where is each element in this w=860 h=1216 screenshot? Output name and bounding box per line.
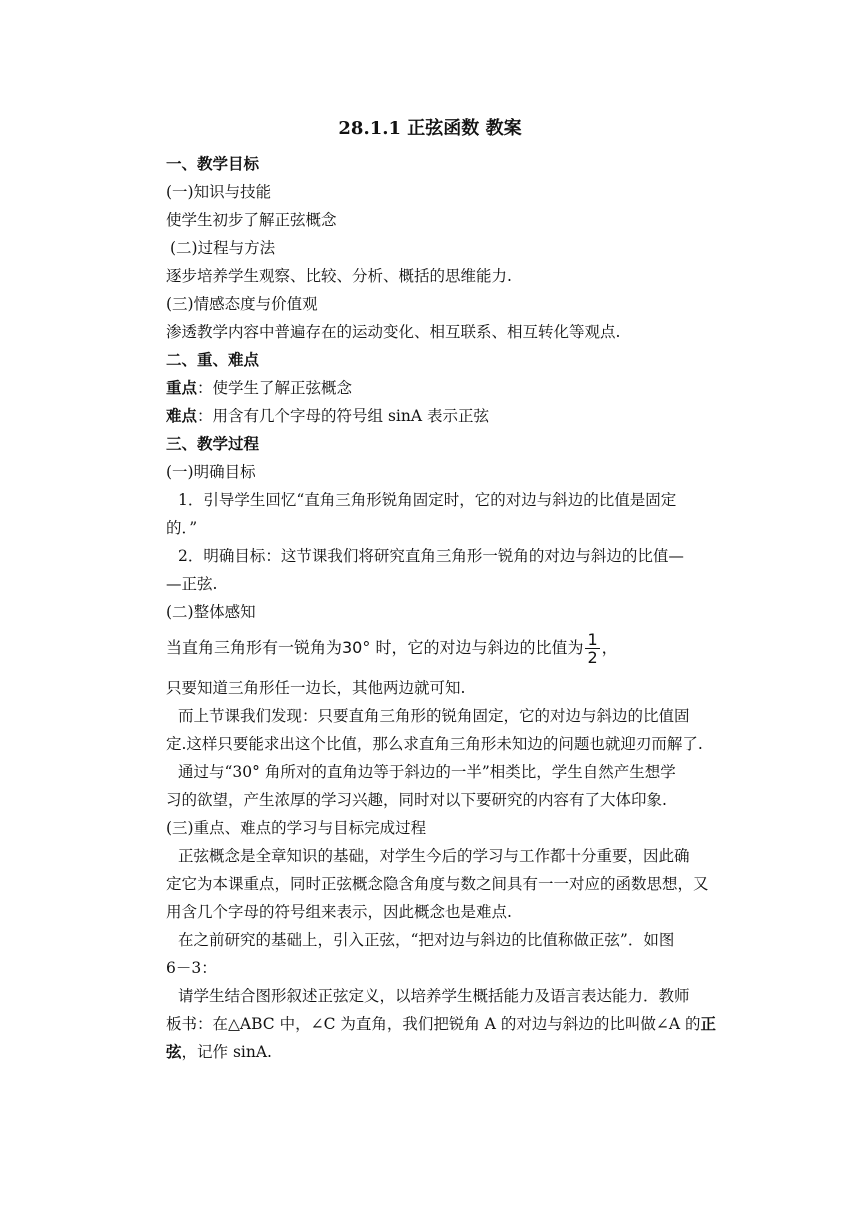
paragraph: 在之前研究的基础上，引入正弦，“把对边与斜边的比值称做正弦”．如图 <box>178 931 675 949</box>
section-heading-process: 三、教学过程 <box>166 434 260 453</box>
formula-text: 当直角三角形有一锐角为30° 时，它的对边与斜边的比值为 <box>166 638 584 657</box>
key-point-label: 重点 <box>166 378 198 397</box>
paragraph: 通过与“30° 角所对的直角边等于斜边的一半”相类比，学生自然产生想学 <box>178 763 676 781</box>
paragraph: 1．引导学生回忆“直角三角形锐角固定时，它的对边与斜边的比值是固定 <box>178 491 677 509</box>
paragraph: 正弦概念是全章知识的基础，对学生今后的学习与工作都十分重要，因此确 <box>178 847 690 865</box>
paragraph-text: ，记作 sinA. <box>181 1043 272 1061</box>
paragraph: —正弦. <box>166 575 218 593</box>
paragraph <box>166 1012 736 1036</box>
paragraph: 请学生结合图形叙述正弦定义，以培养学生概括能力及语言表达能力．教师 <box>178 987 690 1005</box>
subheading-knowledge: (一)知识与技能 <box>166 183 272 201</box>
section-heading-objectives: 一、教学目标 <box>166 154 260 173</box>
difficulty-text: ：用含有几个字母的符号组 sinA 表示正弦 <box>197 407 489 425</box>
fraction-denominator: 2 <box>587 648 598 667</box>
section-heading-key-points: 二、重、难点 <box>166 350 260 369</box>
page-title: 28.1.1 正弦函数 教案 <box>338 118 522 139</box>
difficulty-label: 难点 <box>166 406 198 425</box>
key-point-line <box>166 376 736 400</box>
fraction-numerator: 1 <box>587 630 598 649</box>
formula-line <box>166 628 736 668</box>
key-point-text: ：使学生了解正弦概念 <box>197 379 353 397</box>
paragraph: 渗透教学内容中普遍存在的运动变化、相互联系、相互转化等观点. <box>166 323 621 341</box>
bold-term: 弦 <box>166 1042 182 1061</box>
subheading-process: (二)过程与方法 <box>170 239 276 257</box>
paragraph: 的．” <box>166 519 198 537</box>
formula-tail: ， <box>601 638 618 657</box>
paragraph: 2．明确目标：这节课我们将研究直角三角形一锐角的对边与斜边的比值— <box>178 547 684 565</box>
paragraph: 定.这样只要能求出这个比值，那么求直角三角形未知边的问题也就迎刃而解了. <box>166 735 703 753</box>
paragraph: 只要知道三角形任一边长，其他两边就可知. <box>166 679 466 697</box>
paragraph: 而上节课我们发现：只要直角三角形的锐角固定，它的对边与斜边的比值固 <box>178 707 690 725</box>
paragraph <box>166 1040 736 1064</box>
subheading-key-difficulty: (三)重点、难点的学习与目标完成过程 <box>166 819 427 837</box>
paragraph: 定它为本课重点，同时正弦概念隐含角度与数之间具有一一对应的函数思想，又 <box>166 875 709 893</box>
subheading-attitude: (三)情感态度与价值观 <box>166 295 318 313</box>
paragraph: 使学生初步了解正弦概念 <box>166 211 337 229</box>
paragraph: 逐步培养学生观察、比较、分析、概括的思维能力. <box>166 267 512 285</box>
paragraph: 6－3： <box>166 959 217 977</box>
subheading-goal: (一)明确目标 <box>166 463 256 481</box>
bold-term: 正 <box>700 1014 717 1033</box>
paragraph: 习的欲望，产生浓厚的学习兴趣，同时对以下要研究的内容有了大体印象. <box>166 791 667 809</box>
subheading-overall: (二)整体感知 <box>166 603 256 621</box>
paragraph: 用含几个字母的符号组来表示，因此概念也是难点. <box>166 903 512 921</box>
paragraph-text: 板书：在△ABC 中，∠C 为直角，我们把锐角 A 的对边与斜边的比叫做∠A 的 <box>166 1015 701 1033</box>
difficulty-line <box>166 404 736 428</box>
fraction-one-half <box>585 631 599 666</box>
